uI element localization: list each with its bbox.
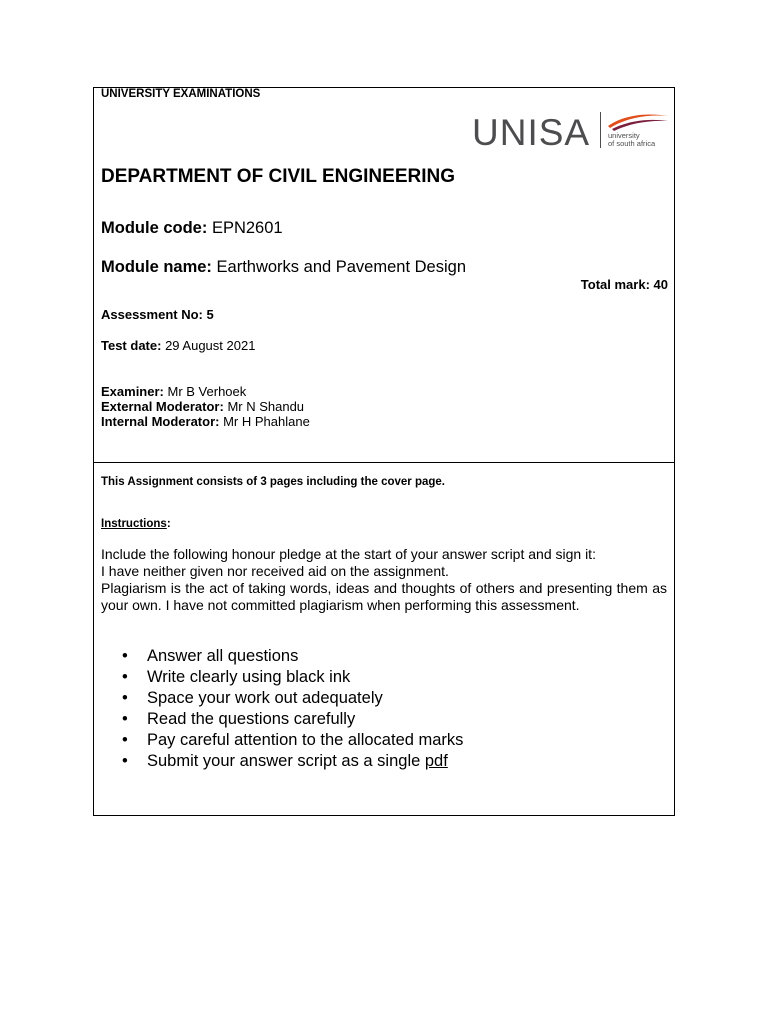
pledge-line-1: Include the following honour pledge at the start of your answer script and sign it: bbox=[101, 546, 596, 562]
internal-moderator-label: Internal Moderator: bbox=[101, 414, 220, 429]
internal-moderator-line bbox=[101, 414, 310, 429]
external-moderator-line bbox=[101, 399, 310, 414]
honour-pledge bbox=[101, 546, 667, 614]
test-date-value: 29 August 2021 bbox=[165, 338, 256, 353]
internal-moderator-value: Mr H Phahlane bbox=[223, 414, 310, 429]
external-moderator-label: External Moderator: bbox=[101, 399, 224, 414]
external-moderator-value: Mr N Shandu bbox=[227, 399, 305, 414]
logo-tagline bbox=[608, 132, 655, 149]
university-examinations-label: UNIVERSITY EXAMINATIONS bbox=[101, 88, 261, 100]
instructions-colon: : bbox=[166, 518, 171, 530]
list-item: • Read the questions carefully bbox=[122, 709, 463, 730]
cover-page-frame bbox=[93, 87, 675, 816]
pledge-line-3: Plagiarism is the act of taking words, ideas and thoughts of others and presenting them as your own. I have not committed plagiarism when performing this assessment. bbox=[101, 580, 667, 613]
examiner-value: Mr B Verhoek bbox=[167, 384, 247, 399]
pdf-link[interactable]: pdf bbox=[424, 752, 448, 770]
list-item bbox=[122, 751, 463, 772]
instructions-heading bbox=[101, 518, 171, 530]
total-mark-label: Total mark: bbox=[580, 277, 650, 292]
test-date bbox=[101, 338, 255, 353]
last-bullet-text: Submit your answer script as a single bbox=[147, 752, 425, 770]
logo-tagline-line1: university bbox=[608, 131, 640, 140]
assessment-number bbox=[101, 307, 214, 322]
examiner-label: Examiner: bbox=[101, 384, 164, 399]
test-date-label: Test date: bbox=[101, 338, 162, 353]
pledge-line-2: I have neither given nor received aid on the assignment. bbox=[101, 563, 449, 579]
module-name bbox=[101, 258, 466, 277]
list-item: • Space your work out adequately bbox=[122, 688, 463, 709]
logo-divider bbox=[600, 112, 601, 148]
assessment-label: Assessment No: bbox=[101, 307, 203, 322]
examiners-block bbox=[101, 384, 310, 429]
examiner-line bbox=[101, 384, 310, 399]
logo-swoosh-icon bbox=[604, 110, 670, 132]
module-code-label: Module code: bbox=[101, 219, 208, 237]
page-count-note: This Assignment consists of 3 pages including the cover page. bbox=[101, 476, 446, 488]
section-divider bbox=[94, 462, 674, 463]
instruction-list bbox=[122, 646, 463, 772]
list-item: • Pay careful attention to the allocated marks bbox=[122, 730, 463, 751]
total-mark-value: 40 bbox=[653, 277, 668, 292]
department-title: DEPARTMENT OF CIVIL ENGINEERING bbox=[101, 166, 455, 187]
module-name-label: Module name: bbox=[101, 258, 212, 276]
list-item: • Answer all questions bbox=[122, 646, 463, 667]
assessment-value: 5 bbox=[206, 307, 214, 322]
module-code bbox=[101, 219, 283, 238]
unisa-logo bbox=[472, 106, 672, 156]
logo-tagline-line2: of south africa bbox=[608, 139, 656, 149]
module-code-value: EPN2601 bbox=[211, 219, 283, 237]
list-item: • Write clearly using black ink bbox=[122, 667, 463, 688]
total-mark bbox=[581, 277, 668, 292]
instructions-heading-text: Instructions bbox=[101, 518, 167, 530]
logo-wordmark: UNISA bbox=[472, 112, 591, 153]
module-name-value: Earthworks and Pavement Design bbox=[216, 258, 466, 276]
